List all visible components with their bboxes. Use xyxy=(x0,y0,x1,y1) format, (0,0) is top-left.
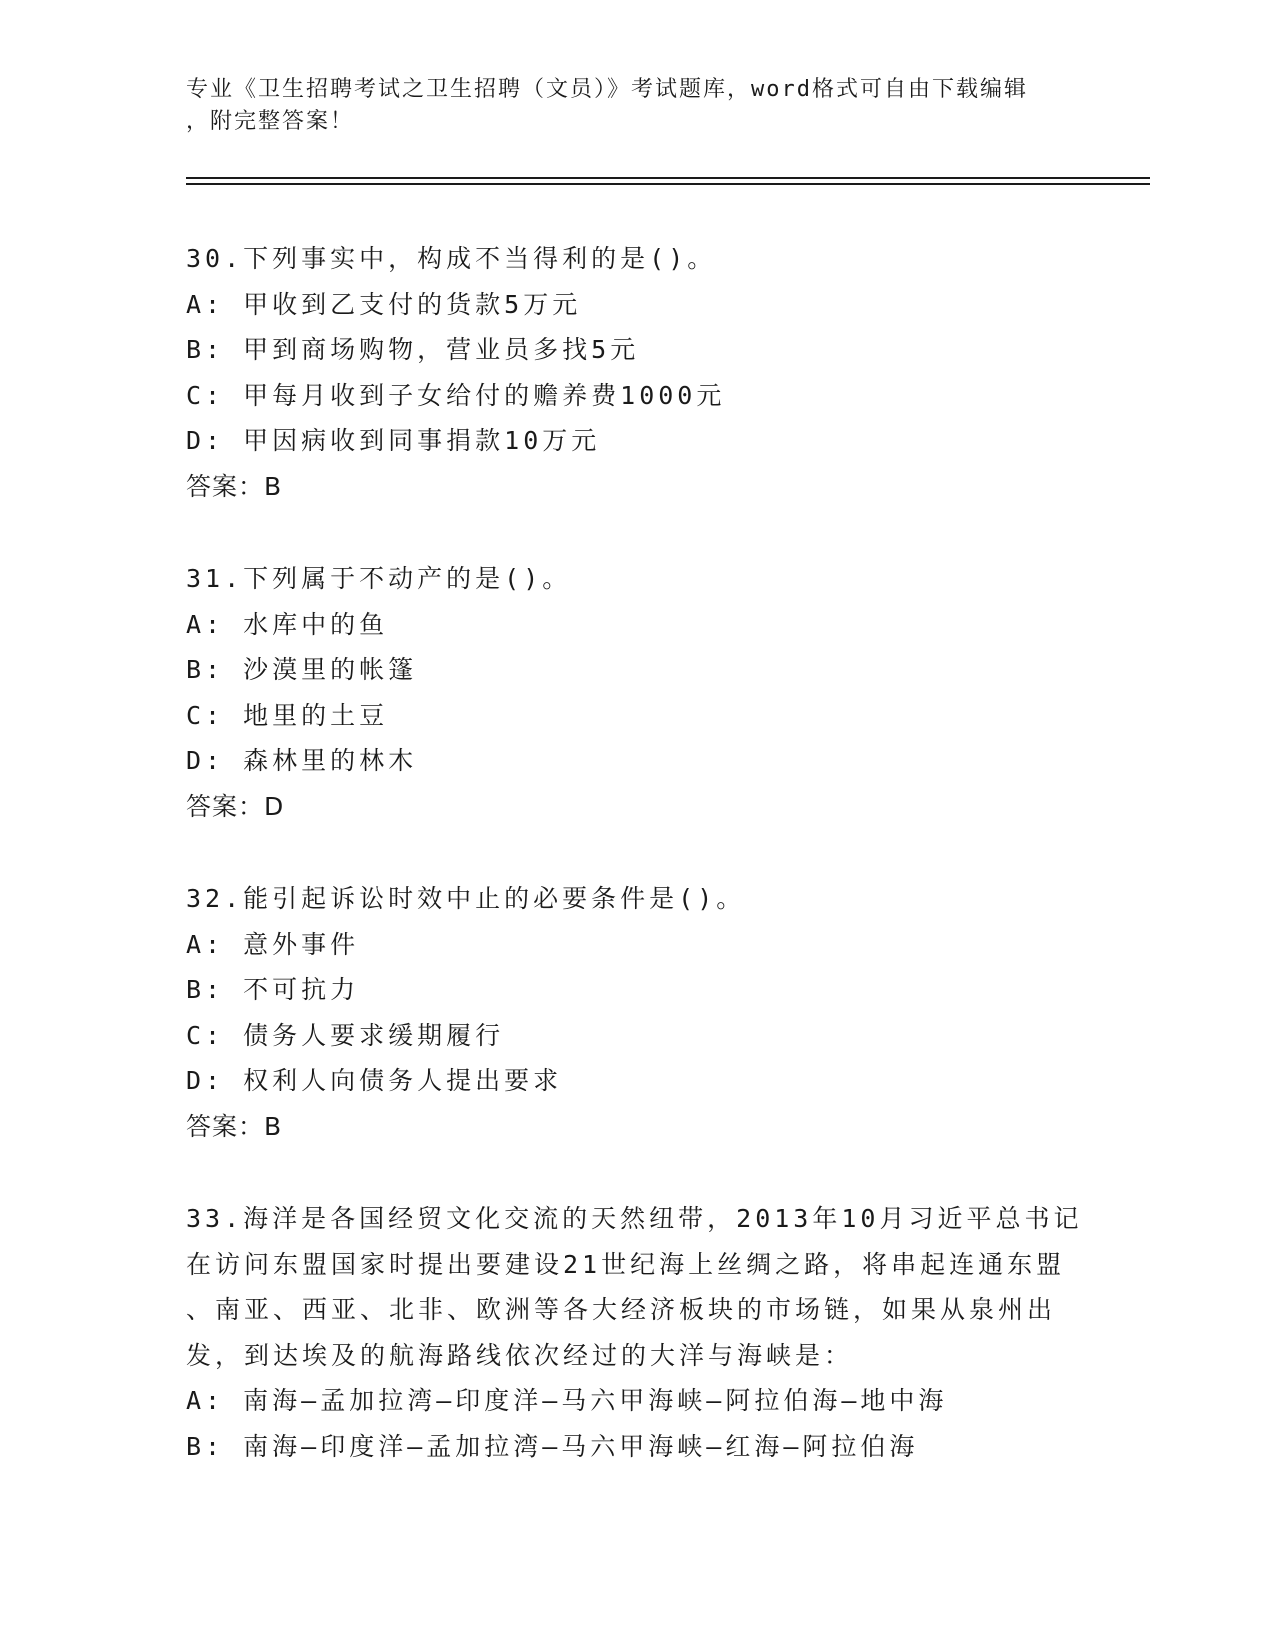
header-line-1: 专业《卫生招聘考试之卫生招聘（文员）》考试题库，word格式可自由下载编辑 xyxy=(186,77,1028,102)
question-text-line-1: 33.海洋是各国经贸文化交流的天然纽带，2013年10月习近平总书记 xyxy=(186,1204,1083,1233)
option-b: B: 南海—印度洋—孟加拉湾—马六甲海峡—红海—阿拉伯海 xyxy=(186,1431,919,1461)
question-stem xyxy=(186,556,1086,602)
question-text-line-3: 、南亚、西亚、北非、欧洲等各大经济板块的市场链，如果从泉州出 xyxy=(186,1295,1057,1324)
option-a: A: 意外事件 xyxy=(186,929,360,959)
question-text-line-2: 在访问东盟国家时提出要建设21世纪海上丝绸之路，将串起连通东盟 xyxy=(186,1249,1066,1279)
answer-label: 答案：B xyxy=(186,471,283,501)
question-32 xyxy=(186,876,1086,1149)
option-c: C: 甲每月收到子女给付的赡养费1000元 xyxy=(186,380,726,410)
option-d: D: 甲因病收到同事捐款10万元 xyxy=(186,426,601,455)
option-d: D: 森林里的林木 xyxy=(186,746,418,775)
question-30 xyxy=(186,236,1086,509)
question-stem xyxy=(186,876,1086,922)
question-text: 30.下列事实中，构成不当得利的是()。 xyxy=(186,244,717,273)
option-b: B: 不可抗力 xyxy=(186,975,360,1004)
question-33 xyxy=(186,1196,1086,1469)
header-divider-bottom xyxy=(186,183,1150,185)
option-a: A: 水库中的鱼 xyxy=(186,609,389,639)
header-divider-top xyxy=(186,177,1150,179)
option-c: C: 债务人要求缓期履行 xyxy=(186,1020,505,1050)
header-line-2: ，附完整答案！ xyxy=(186,109,355,134)
answer-label: 答案：B xyxy=(186,1111,283,1141)
option-a: A: 甲收到乙支付的货款5万元 xyxy=(186,289,582,319)
question-text-line-4: 发，到达埃及的航海路线依次经过的大洋与海峡是： xyxy=(186,1340,854,1370)
option-a: A: 南海—孟加拉湾—印度洋—马六甲海峡—阿拉伯海—地中海 xyxy=(186,1386,948,1415)
option-b: B: 沙漠里的帐篷 xyxy=(186,655,418,684)
answer-label: 答案：D xyxy=(186,791,285,821)
document-header xyxy=(186,74,1066,138)
question-text: 31.下列属于不动产的是()。 xyxy=(186,564,572,593)
option-d: D: 权利人向债务人提出要求 xyxy=(186,1066,563,1095)
question-31 xyxy=(186,556,1086,829)
question-stem xyxy=(186,1196,1086,1378)
question-list xyxy=(186,236,1086,1516)
question-text: 32.能引起诉讼时效中止的必要条件是()。 xyxy=(186,884,746,913)
question-stem xyxy=(186,236,1086,282)
option-c: C: 地里的土豆 xyxy=(186,700,389,730)
option-b: B: 甲到商场购物，营业员多找5元 xyxy=(186,335,640,364)
